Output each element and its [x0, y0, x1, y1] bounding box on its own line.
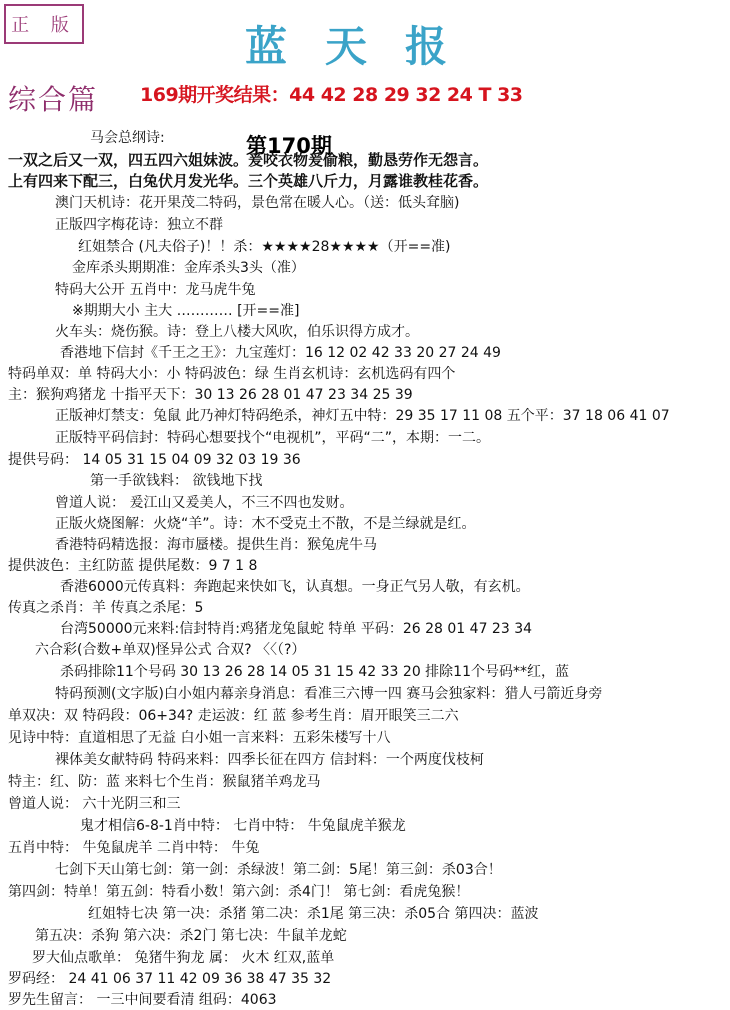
text-line: 特码单双：单 特码大小：小 特码波色：绿 生肖玄机诗：玄机选码有四个: [8, 366, 456, 382]
text-line: 第一手欲钱料： 欲钱地下找: [90, 473, 263, 489]
text-line: ※期期大小 主大 ………… [开==准]: [72, 303, 300, 319]
text-line: 正版四字梅花诗：独立不群: [55, 217, 223, 233]
text-line: 第四剑：特单！第五剑：特看小数！第六剑：杀4门！ 第七剑：看虎兔猴！: [8, 884, 470, 900]
text-line: 第五决：杀狗 第六决：杀2门 第七决：牛鼠羊龙蛇: [35, 928, 347, 944]
text-line: 罗先生留言： 一三中间要看清 组码：4063: [8, 992, 277, 1008]
text-line: 五肖中特： 牛兔鼠虎羊 二肖中特： 牛兔: [8, 840, 260, 856]
text-line: 七剑下天山第七剑：第一剑：杀绿波！第二剑：5尾！第三剑：杀03合！: [55, 862, 502, 878]
text-line: 香港地下信封《千王之王》：九宝莲灯：16 12 02 42 33 20 27 24 49: [60, 345, 501, 361]
text-line: 六合彩(合数+单双)怪异公式 合双? 〈〈（?）: [35, 642, 306, 658]
text-line: 香港特码精选报：海市蜃楼。提供生肖：猴兔虎牛马: [55, 537, 377, 553]
text-line: 主：猴狗鸡猪龙 十指平天下：30 13 26 28 01 47 23 34 25 39: [8, 387, 413, 403]
issue-number: 第170期: [246, 134, 332, 158]
text-line: 裸体美女献特码 特码来料：四季长征在四方 信封料：一个两度伐枝柯: [55, 752, 484, 768]
text-line: 红姐禁合 (凡夫俗子)！！杀：★★★★28★★★★（开==准): [78, 239, 451, 255]
text-line: 正版特平码信封：特码心想要找个“电视机”，平码“二”，本期：一二。: [55, 430, 491, 446]
page-title: 蓝天报: [245, 22, 486, 71]
text-line: 金库杀头期期准：金库杀头3头（准）: [72, 260, 305, 276]
text-line: 特码大公开 五肖中：龙马虎牛兔: [55, 282, 256, 298]
text-line: 火车头：烧伤猴。诗：登上八楼大风吹，伯乐识得方成才。: [55, 324, 419, 340]
text-line: 单双决：双 特码段：06+34? 走运波：红 蓝 参考生肖：眉开眼笑三二六: [8, 708, 459, 724]
text-line: 一双之后又一双，四五四六姐妹波。爰咬衣物爰偷粮，勤恳劳作无怨言。: [8, 151, 489, 169]
text-line: 曾道人说： 六十光阴三和三: [8, 796, 181, 812]
text-line: 台湾50000元来料:信封特肖:鸡猪龙兔鼠蛇 特单 平码：26 28 01 47 23 34: [60, 621, 533, 637]
text-line: 鬼才相信6-8-1肖中特： 七肖中特： 牛兔鼠虎羊猴龙: [80, 818, 406, 834]
text-line: 传真之杀肖：羊 传真之杀尾：5: [8, 600, 204, 616]
text-line: 曾道人说： 爰江山又爰美人，不三不四也发财。: [55, 495, 354, 511]
draw-result: 169期开奖结果：44 42 28 29 32 24 T 33: [140, 84, 523, 106]
text-line: 罗码经： 24 41 06 37 11 42 09 36 38 47 35 32: [8, 971, 332, 987]
text-line: 见诗中特：直道相思了无益 白小姐一言来料：五彩朱楼写十八: [8, 730, 391, 746]
text-line: 正版神灯禁支：兔鼠 此乃神灯特码绝杀，神灯五中特：29 35 17 11 08 五个平：37 18 06 41 07: [55, 408, 670, 424]
text-line: 红姐特七决 第一决：杀猪 第二决：杀1尾 第三决：杀05合 第四决：蓝波: [88, 906, 539, 922]
text-line: 特码预测(文字版)白小姐内幕亲身消息：看准三六博一四 赛马会独家料：猎人弓箭近身旁: [55, 686, 603, 702]
text-line: 上有四来下配三，白兔伏月发光华。三个英雄八斤力，月露谁教桂花香。: [8, 172, 489, 190]
text-line: 提供波色：主红防蓝 提供尾数：9 7 1 8: [8, 558, 258, 574]
text-line: 杀码排除11个号码 30 13 26 28 14 05 31 15 42 33 20 排除11个号码**红，蓝: [60, 664, 569, 680]
text-line: 澳门天机诗：花开果茂二特码，景色常在暖人心。（送：低头耷脑): [55, 195, 460, 211]
text-line: 提供号码： 14 05 31 15 04 09 32 03 19 36: [8, 452, 301, 468]
section-label: 综合篇: [8, 83, 99, 116]
text-line: 罗大仙点歌单： 兔猪牛狗龙 属： 火木 红双,蓝单: [32, 950, 335, 966]
genuine-badge: 正 版: [4, 4, 84, 44]
text-line: 正版火烧图解：火烧“羊”。诗：木不受克土不散，不是兰绿就是红。: [55, 516, 476, 532]
text-line: 香港6000元传真料：奔跑起来快如飞，认真想。一身正气另人敬，有玄机。: [60, 579, 530, 595]
text-line: 马会总纲诗:: [90, 130, 165, 146]
text-line: 特主：红、防：蓝 来料七个生肖：猴鼠猪羊鸡龙马: [8, 774, 321, 790]
